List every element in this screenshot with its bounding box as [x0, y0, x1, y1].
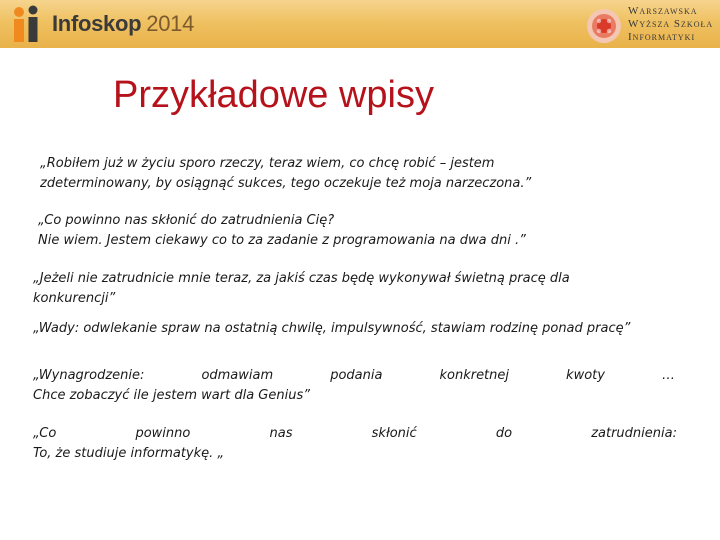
- quote-5: „Wynagrodzenie: odmawiam podania konkretnej kwoty … Chce zobaczyć ile jestem wart dla Genius”: [33, 368, 675, 403]
- quote-5-line-1: „Wynagrodzenie: odmawiam podania konkretnej kwoty …: [33, 368, 675, 383]
- header-band: [0, 0, 720, 48]
- quote-3: „Jeżeli nie zatrudnicie mnie teraz, za jakiś czas będę wykonywał świetną pracę dla konkurencji”: [33, 271, 570, 306]
- slide-title: Przykładowe wpisy: [113, 74, 434, 116]
- quote-4: „Wady: odwlekanie spraw na ostatnią chwilę, impulsywność, stawiam rodzinę ponad pracę”: [33, 321, 631, 336]
- infoskop-logo-icon: [6, 4, 44, 44]
- quote-2: „Co powinno nas skłonić do zatrudnienia Cię? Nie wiem. Jestem ciekawy co to za zadanie z programowania na dwa dni .”: [38, 213, 526, 248]
- quote-6: „Co powinno nas skłonić do zatrudnienia: To, że studiuje informatykę. „: [33, 426, 677, 461]
- quote-1: „Robiłem już w życiu sporo rzeczy, teraz wiem, co chcę robić – jestem zdeterminowany, by osiągnąć sukces, tego oczekuje też moja narzeczona.”: [40, 156, 532, 191]
- school-emblem-icon: [586, 8, 622, 44]
- school-name: Warszawska Wyższa Szkoła Informatyki: [628, 5, 714, 43]
- brand-year: 2014: [146, 11, 195, 36]
- quote-6-line-1: „Co powinno nas skłonić do zatrudnienia:: [33, 426, 677, 441]
- brand-name: Infoskop 2014: [52, 11, 195, 36]
- school-logo: [586, 4, 716, 44]
